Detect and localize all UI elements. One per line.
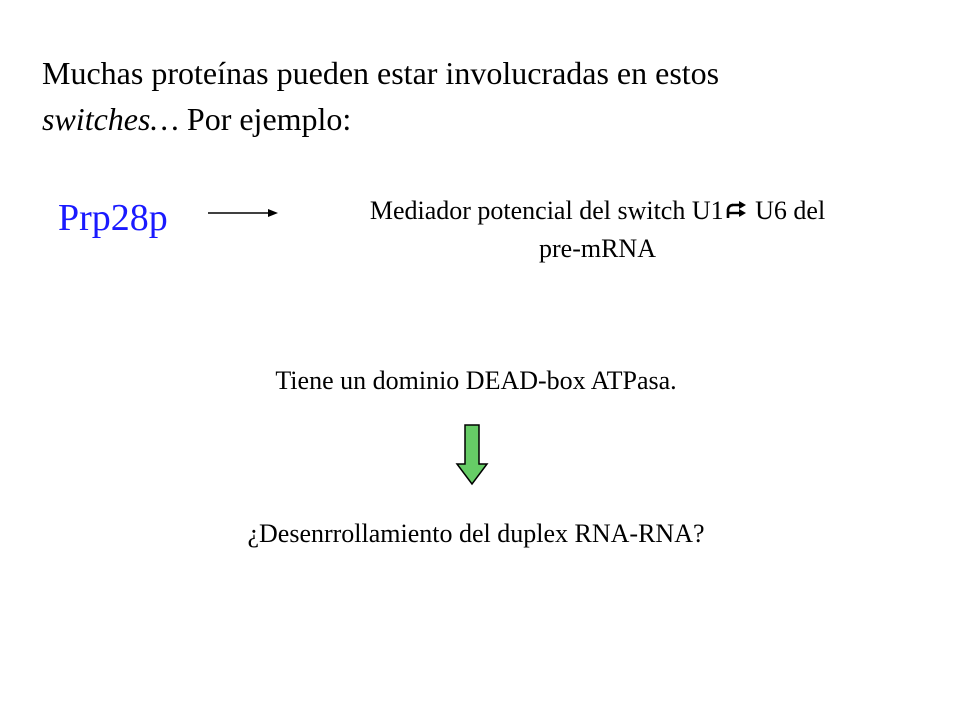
protein-name: Prp28p [58, 197, 168, 239]
down-arrow-icon [455, 424, 489, 486]
curved-arrow-icon [725, 201, 747, 221]
heading-line-2-rest: Por ejemplo: [178, 101, 352, 137]
domain-statement: Tiene un dominio DEAD-box ATPasa. [275, 366, 677, 395]
heading-line-2 [42, 96, 922, 142]
mediator-line-2: pre-mRNA [539, 234, 656, 263]
heading-italic-term: switches… [42, 101, 179, 137]
mediator-text-after: U6 del [748, 196, 826, 225]
mediator-line-1 [305, 192, 890, 230]
question-statement: ¿Desenrrollamiento del duplex RNA-RNA? [247, 519, 705, 548]
mediator-text-before: Mediador potencial del switch U1 [369, 196, 724, 225]
heading [42, 50, 922, 142]
mediator-description [305, 192, 890, 268]
heading-line-1: Muchas proteínas pueden estar involucradas en estos [42, 55, 720, 91]
right-arrow-icon [208, 206, 278, 220]
